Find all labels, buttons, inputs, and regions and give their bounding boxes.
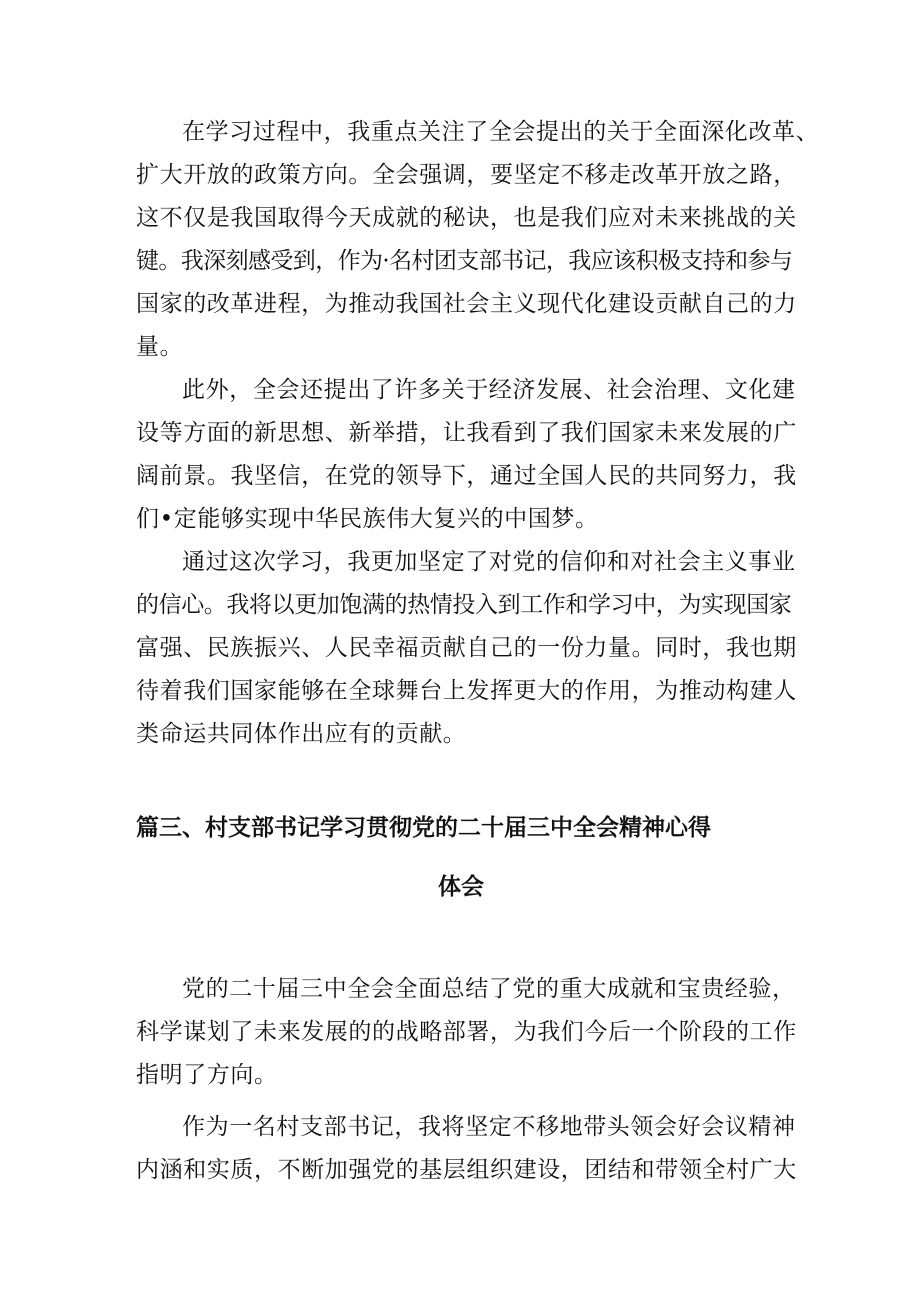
section-heading: 篇三、村支部书记学习贯彻党的二十届三中全会精神心得	[136, 815, 711, 841]
body-text-line: 待着我们国家能够在全球舞台上发挥更大的作用，为推动构建人	[136, 678, 797, 704]
body-text-line: 指明了方向。	[136, 1062, 278, 1088]
body-text-line: 这不仅是我国取得今天成就的秘诀，也是我们应对未来挑战的关	[136, 205, 797, 231]
body-text-line: 通过这次学习，我更加坚定了对党的信仰和对社会主义事业	[182, 549, 796, 575]
body-text-line: 键。我深刻感受到，作为·名村团支部书记，我应该积极支持和参与	[136, 248, 793, 274]
section-heading-continuation: 体会	[438, 874, 484, 900]
body-text-line: 内涵和实质，不断加强党的基层组织建设，团结和带领全村广大	[136, 1157, 797, 1183]
body-text-line: 类命运共同体作出应有的贡献。	[136, 721, 467, 747]
body-text-line: 党的二十届三中全会全面总结了党的重大成就和宝贵经验，	[182, 976, 796, 1002]
body-text-line: 阔前景。我坚信，在党的领导下，通过全国人民的共同努力，我	[136, 463, 797, 489]
body-text-line: 作为一名村支部书记，我将坚定不移地带头领会好会议精神	[182, 1114, 796, 1140]
body-text-line: 在学习过程中，我重点关注了全会提出的关于全面深化改革、	[182, 119, 820, 145]
body-text-line: 们•定能够实现中华民族伟大复兴的中国梦。	[136, 506, 599, 532]
body-text-line: 富强、民族振兴、人民幸福贡献自己的一份力量。同时，我也期	[136, 635, 797, 661]
body-text-line: 此外，全会还提出了许多关于经济发展、社会治理、文化建	[182, 377, 796, 403]
body-text-line: 科学谋划了未来发展的的战略部署，为我们今后一个阶段的工作	[136, 1019, 797, 1045]
body-text-line: 的信心。我将以更加饱满的热情投入到工作和学习中，为实现国家	[136, 592, 792, 618]
body-text-line: 扩大开放的政策方向。全会强调，要坚定不移走改革开放之路，	[136, 162, 797, 188]
body-text-line: 国家的改革进程，为推动我国社会主义现代化建设贡献自己的力	[136, 291, 797, 317]
body-text-line: 量。	[136, 334, 184, 360]
body-text-line: 设等方面的新思想、新举措，让我看到了我们国家未来发展的广	[136, 420, 797, 446]
